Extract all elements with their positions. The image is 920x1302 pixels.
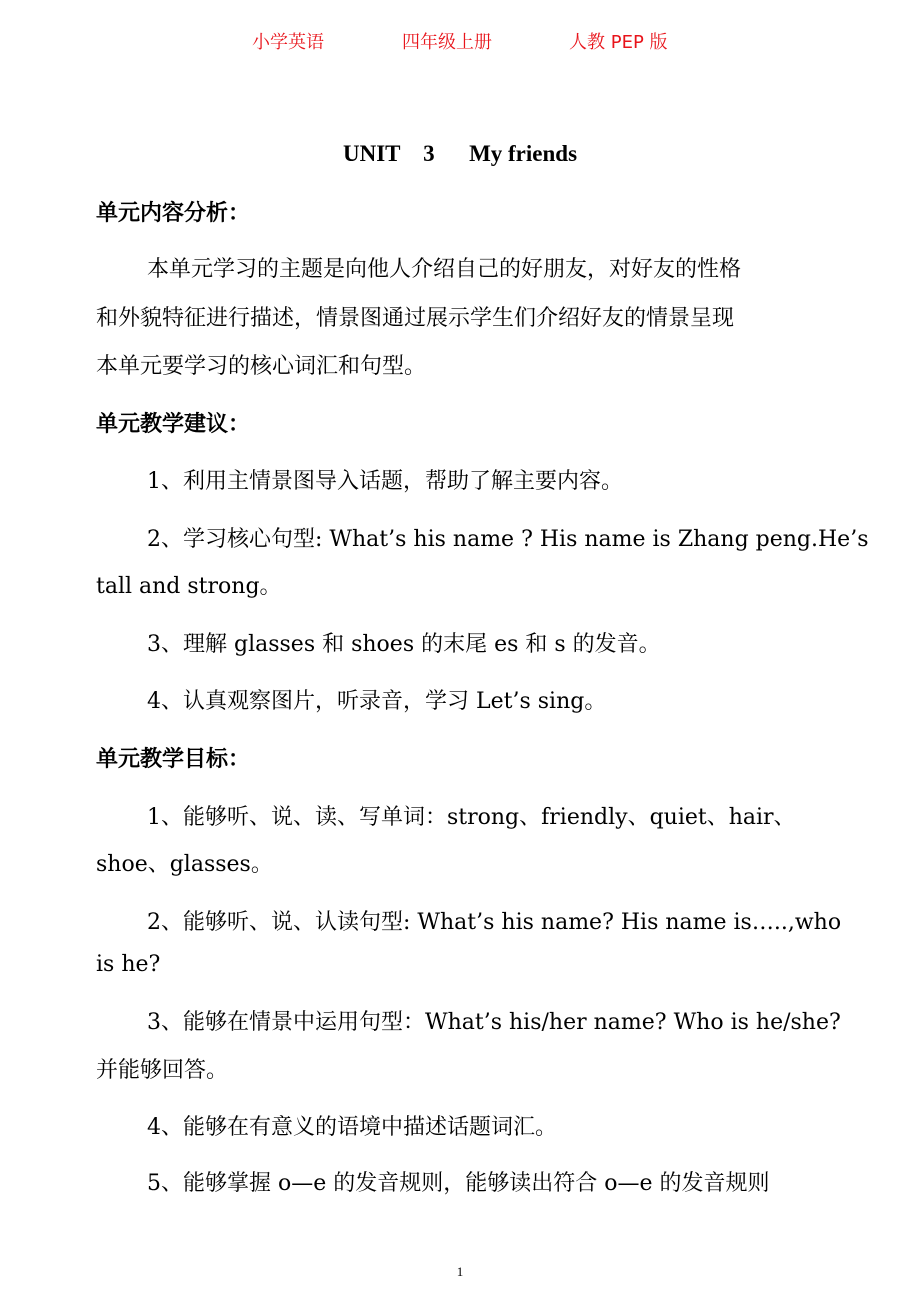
analysis-line: 本单元学习的主题是向他人介绍自己的好朋友，对好友的性格: [147, 257, 742, 282]
suggestion-item: tall and strong。: [96, 574, 282, 599]
goal-item: 1、能够听、说、读、写单词：strong、friendly、quiet、hair、: [147, 805, 796, 830]
analysis-heading: 单元内容分析：: [96, 200, 251, 226]
goal-item: shoe、glasses。: [96, 852, 273, 877]
suggestion-item: 2、学习核心句型: What’s his name ? His name is Zhang peng.He’s: [147, 527, 869, 552]
goal-item: 2、能够听、说、认读句型: What’s his name? His name is…..,who: [147, 910, 842, 935]
goal-item: 5、能够掌握 o—e 的发音规则，能够读出符合 o—e 的发音规则: [147, 1171, 770, 1196]
goal-item: 4、能够在有意义的语境中描述话题词汇。: [147, 1115, 557, 1140]
goal-item: 并能够回答。: [96, 1058, 229, 1083]
goal-item: 3、能够在情景中运用句型：What’s his/her name? Who is he/she?: [147, 1010, 841, 1035]
header-edition: 人教 PEP 版: [569, 32, 668, 53]
page-number: 1: [456, 1264, 464, 1279]
suggestions-heading: 单元教学建议：: [96, 411, 251, 437]
suggestion-item: 3、理解 glasses 和 shoes 的末尾 es 和 s 的发音。: [147, 632, 661, 657]
goal-item: is he?: [96, 952, 161, 977]
header-grade: 四年级上册: [402, 32, 492, 53]
page-header: [0, 28, 920, 54]
suggestion-item: 4、认真观察图片，听录音，学习 Let’s sing。: [147, 689, 607, 714]
unit-title: UNIT 3 My friends: [342, 141, 578, 166]
analysis-line: 本单元要学习的核心词汇和句型。: [96, 354, 427, 379]
suggestion-item: 1、利用主情景图导入话题，帮助了解主要内容。: [147, 469, 623, 494]
header-subject: 小学英语: [252, 32, 324, 53]
analysis-line: 和外貌特征进行描述，情景图通过展示学生们介绍好友的情景呈现: [96, 306, 735, 331]
goals-heading: 单元教学目标：: [96, 746, 251, 772]
